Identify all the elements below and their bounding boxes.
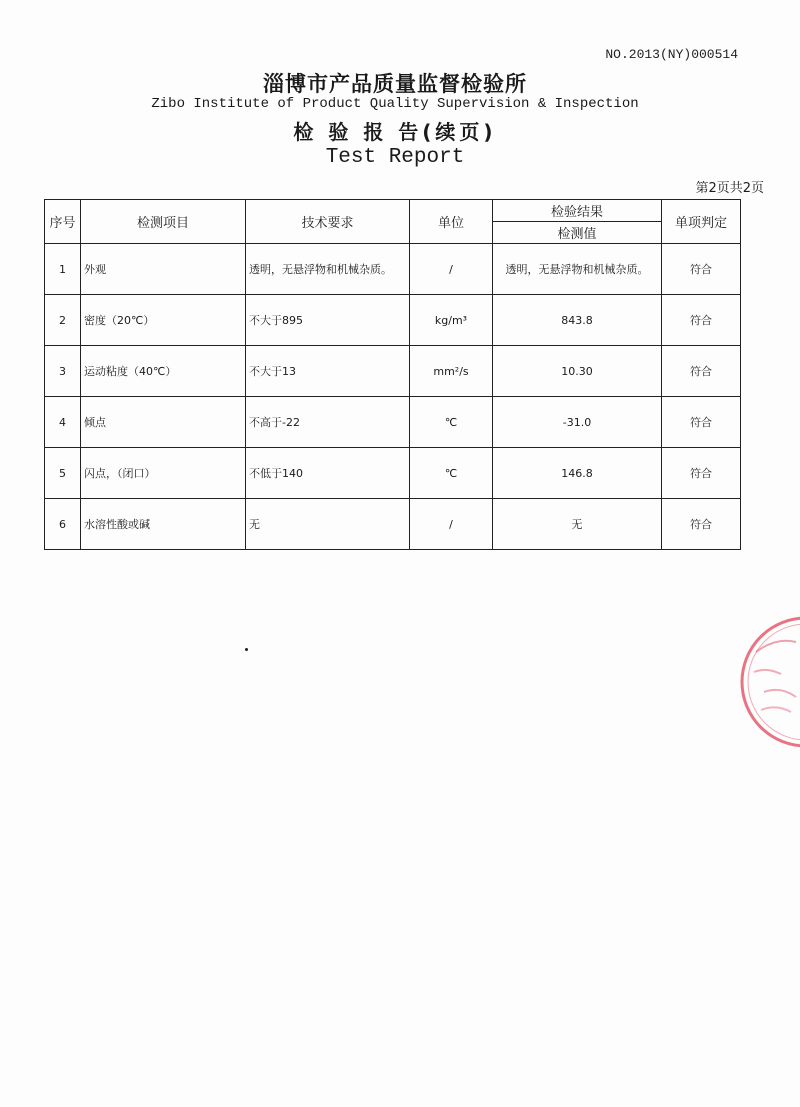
page-info: 第2页共2页	[695, 181, 764, 196]
row-value: 10.30	[493, 346, 662, 397]
report-title-cn: 检 验 报 告(续页)	[293, 120, 497, 144]
row-requirement: 透明，无悬浮物和机械杂质。	[246, 244, 410, 295]
header-index: 序号	[45, 200, 81, 244]
row-value: 146.8	[493, 448, 662, 499]
row-item: 运动粘度（40℃）	[81, 346, 246, 397]
row-verdict: 符合	[662, 397, 741, 448]
table-row	[45, 295, 741, 346]
row-verdict: 符合	[662, 448, 741, 499]
row-requirement: 不大于13	[246, 346, 410, 397]
row-unit: /	[410, 244, 493, 295]
table-row	[45, 346, 741, 397]
header-requirement: 技术要求	[246, 200, 410, 244]
row-verdict: 符合	[662, 295, 741, 346]
ink-speck	[245, 648, 248, 651]
header-item: 检测项目	[81, 200, 246, 244]
row-verdict: 符合	[662, 499, 741, 550]
row-requirement: 不低于140	[246, 448, 410, 499]
header-result-group: 检验结果	[493, 200, 661, 222]
table-header-row	[45, 200, 741, 244]
row-item: 密度（20℃）	[81, 295, 246, 346]
official-seal-stamp	[736, 612, 800, 752]
row-unit: mm²/s	[410, 346, 493, 397]
row-unit: ℃	[410, 448, 493, 499]
row-index: 3	[45, 346, 81, 397]
row-item: 闪点，（闭口）	[81, 448, 246, 499]
header-unit: 单位	[410, 200, 493, 244]
row-index: 1	[45, 244, 81, 295]
table-row	[45, 244, 741, 295]
report-title-en: Test Report	[325, 146, 465, 169]
row-index: 2	[45, 295, 81, 346]
row-requirement: 不高于-22	[246, 397, 410, 448]
institute-name-cn: 淄博市产品质量监督检验所	[263, 72, 527, 96]
row-item: 外观	[81, 244, 246, 295]
row-index: 4	[45, 397, 81, 448]
table-row	[45, 397, 741, 448]
row-unit: ℃	[410, 397, 493, 448]
report-number: NO.2013(NY)000514	[605, 47, 738, 62]
row-unit: /	[410, 499, 493, 550]
row-item: 倾点	[81, 397, 246, 448]
header-result-value: 检测值	[557, 227, 597, 242]
row-item: 水溶性酸或碱	[81, 499, 246, 550]
table-row	[45, 448, 741, 499]
results-table	[44, 199, 741, 550]
header-verdict: 单项判定	[662, 200, 741, 244]
row-value: -31.0	[493, 397, 662, 448]
row-value: 透明，无悬浮物和机械杂质。	[493, 244, 662, 295]
row-requirement: 无	[246, 499, 410, 550]
row-index: 5	[45, 448, 81, 499]
row-value: 843.8	[493, 295, 662, 346]
row-verdict: 符合	[662, 244, 741, 295]
row-unit: kg/m³	[410, 295, 493, 346]
institute-name-en: Zibo Institute of Product Quality Supervision & Inspection	[151, 96, 639, 112]
row-verdict: 符合	[662, 346, 741, 397]
row-value: 无	[493, 499, 662, 550]
row-requirement: 不大于895	[246, 295, 410, 346]
row-index: 6	[45, 499, 81, 550]
header-result	[493, 200, 662, 244]
table-row	[45, 499, 741, 550]
